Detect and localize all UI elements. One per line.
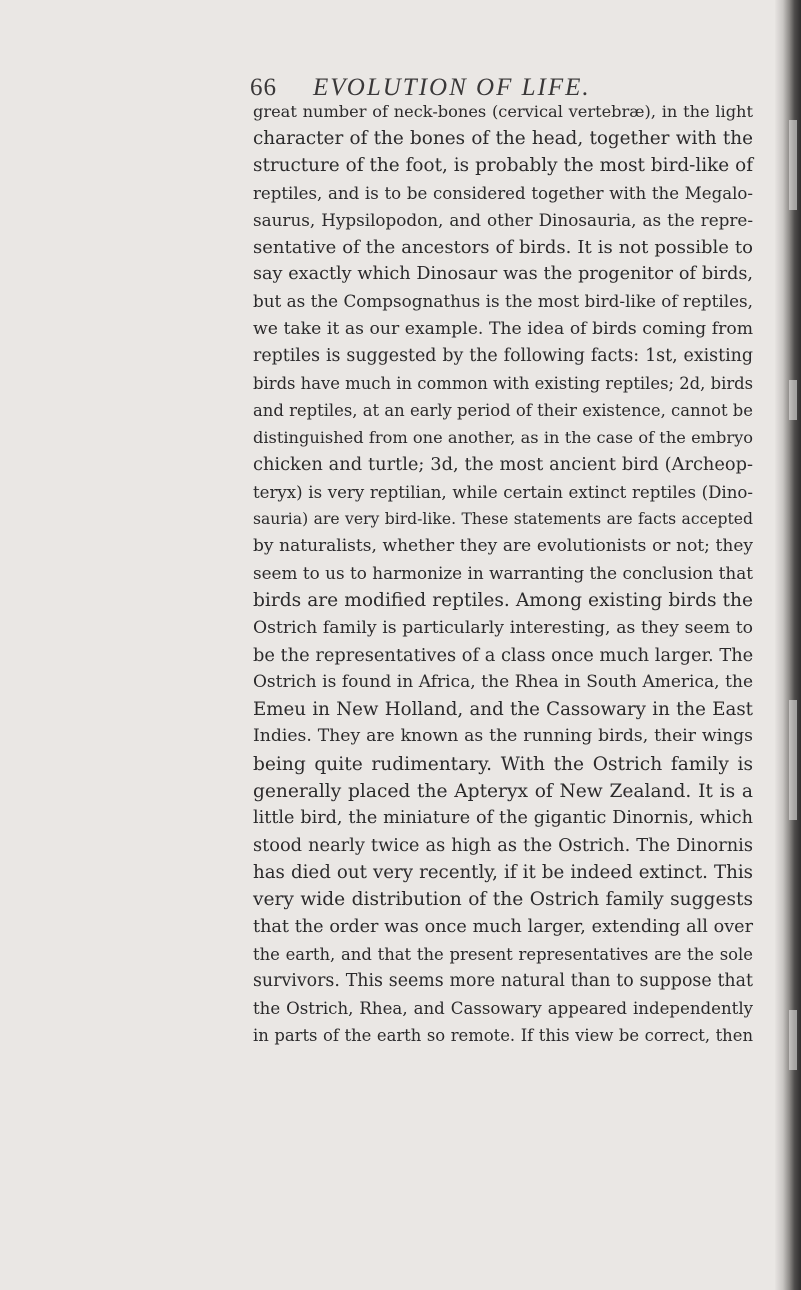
text-line: the earth, and that the present representatives are the sole	[253, 944, 753, 964]
text-line: very wide distribution of the Ostrich family suggests	[253, 889, 753, 911]
page-number: 66	[250, 74, 277, 101]
text-line: stood nearly twice as high as the Ostrich. The Dinornis	[253, 835, 753, 857]
text-line: being quite rudimentary. With the Ostrich family is	[253, 753, 753, 775]
text-line: the Ostrich, Rhea, and Cassowary appeared independently	[253, 999, 753, 1019]
text-line: distinguished from one another, as in the case of the embryo	[253, 428, 753, 448]
text-line: chicken and turtle; 3d, the most ancient bird (Archeop-	[253, 454, 753, 476]
text-line: be the representatives of a class once much larger. The	[253, 644, 754, 666]
text-line: great number of neck-bones (cervical vertebræ), in the light	[253, 102, 753, 121]
body-text	[253, 98, 753, 1050]
text-line: structure of the foot, is probably the most bird-like of	[253, 155, 753, 177]
text-line: survivors. This seems more natural than to suppose that	[253, 971, 753, 991]
text-line: reptiles, and is to be considered together with the Megalo-	[253, 183, 753, 203]
text-line: say exactly which Dinosaur was the progenitor of birds,	[253, 264, 753, 285]
text-line: little bird, the miniature of the gigantic Dinornis, which	[253, 807, 753, 828]
text-line: birds have much in common with existing reptiles; 2d, birds	[253, 373, 754, 393]
text-line: has died out very recently, if it be indeed extinct. This	[253, 862, 753, 884]
text-line: Ostrich is found in Africa, the Rhea in South America, the	[253, 671, 753, 692]
text-line: Indies. They are known as the running birds, their wings	[253, 726, 753, 747]
text-line: we take it as our example. The idea of birds coming from	[253, 318, 753, 339]
text-line: in parts of the earth so remote. If this view be correct, then	[253, 1026, 753, 1046]
text-line: sentative of the ancestors of birds. It is not possible to	[253, 236, 753, 258]
text-line: Ostrich family is particularly interesting, as they seem to	[253, 617, 753, 638]
page-edge-shadow	[775, 0, 801, 1290]
text-line: that the order was once much larger, extending all over	[253, 916, 753, 937]
text-line: saurus, Hypsilopodon, and other Dinosauria, as the repre-	[253, 209, 753, 230]
text-line: Emeu in New Holland, and the Cassowary in the East	[253, 699, 753, 721]
text-line: generally placed the Apteryx of New Zealand. It is a	[253, 780, 753, 802]
text-line: character of the bones of the head, together with the	[253, 128, 753, 150]
text-line: seem to us to harmonize in warranting the conclusion that	[253, 563, 753, 584]
text-line: by naturalists, whether they are evolutionists or not; they	[253, 536, 753, 556]
text-line: reptiles is suggested by the following facts: 1st, existing	[253, 345, 753, 366]
text-line: and reptiles, at an early period of their existence, cannot be	[253, 401, 753, 421]
text-line: but as the Compsognathus is the most bird-like of reptiles,	[253, 291, 753, 312]
text-line: sauria) are very bird-like. These statements are facts accepted	[253, 509, 753, 528]
text-line: teryx) is very reptilian, while certain extinct reptiles (Dino-	[253, 482, 753, 502]
running-head: EVOLUTION OF LIFE.	[313, 74, 591, 101]
text-line: birds are modified reptiles. Among existing birds the	[253, 590, 753, 612]
